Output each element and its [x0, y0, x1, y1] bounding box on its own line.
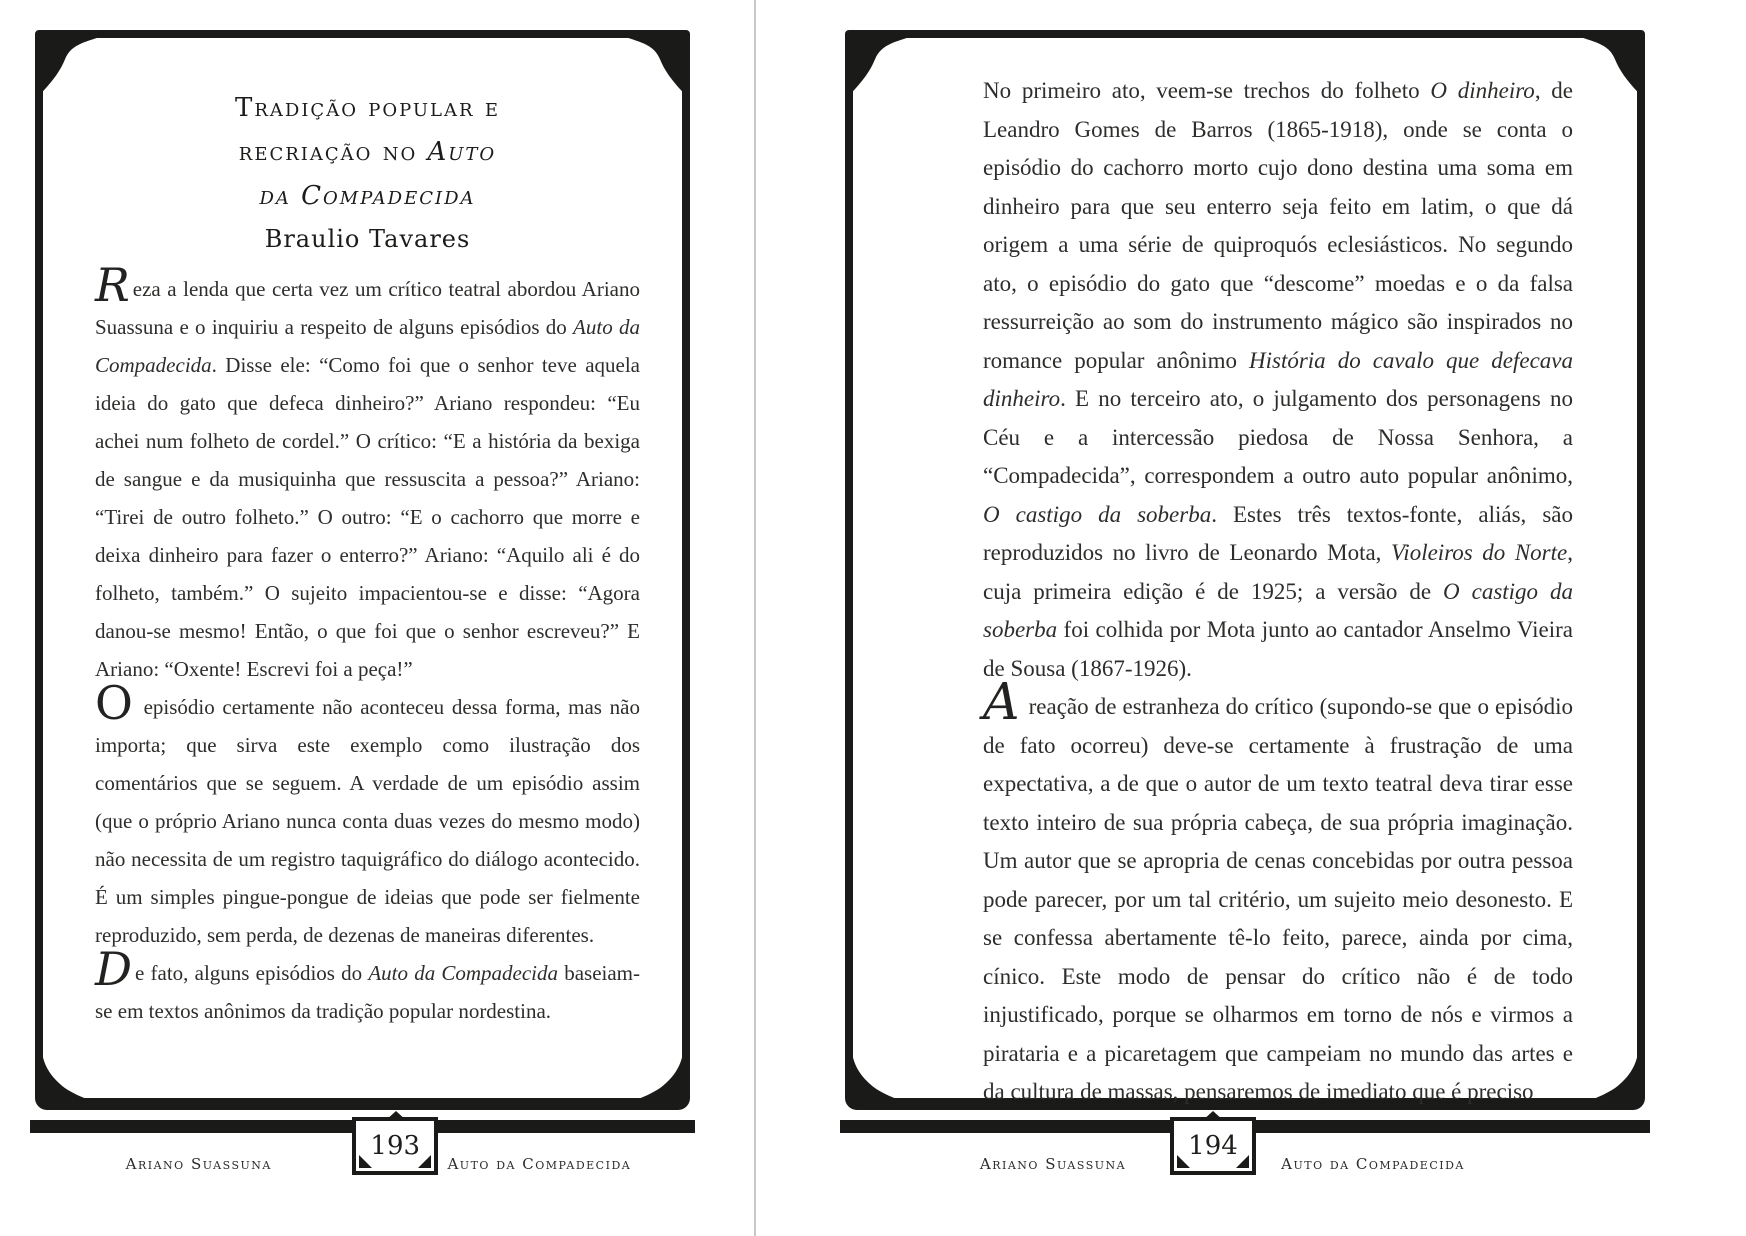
right-page-content: [861, 46, 1629, 1104]
right-page-frame: [845, 30, 1645, 1110]
chapter-title-line-1: Tradição popular e: [235, 93, 500, 123]
left-page-frame: [35, 30, 690, 1110]
chapter-title: [95, 86, 640, 218]
running-footer-author: Ariano Suassuna: [979, 1155, 1127, 1173]
chapter-author: Braulio Tavares: [264, 225, 471, 253]
right-page-footer: [845, 1133, 1645, 1197]
chapter-title-line-3: da Compadecida: [259, 181, 476, 211]
paragraph: A reação de estranheza do crítico (supondo-se que o episódio de fato ocorreu) deve-se certamente à frustração de uma expectativa, a de que o autor de um texto teatral deva tirar esse texto inteiro de sua própria cabeça, de sua própria imaginação. Um autor que se apropria de cenas concebidas por outra pessoa pode parecer, por um tal critério, um sujeito meio desonesto. E se confessa abertamente tê-lo feito, parece, ainda por cima, cínico. Este modo de pensar do crítico não é de todo injustificado, porque se olharmos em torno de nós e virmos a pirataria e a picaretagem que campeiam no mundo das artes e da cultura de massas, pensaremos de imediato que é preciso: [983, 672, 1573, 1104]
paragraph: De fato, alguns episódios do Auto da Compadecida baseiam-se em textos anônimos da tradição popular nordestina.: [95, 941, 641, 1023]
page-gutter-divider: [754, 0, 756, 1236]
drop-cap: R: [95, 257, 130, 312]
running-footer-title: Auto da Compadecida: [447, 1155, 632, 1173]
paragraph: O episódio certamente não aconteceu dessa forma, mas não importa; que sirva este exemplo como ilustração dos comentários que se seguem. A verdade de um episódio assim (que o próprio Ariano nunca conta duas vezes do mesmo modo) não necessita de um registro taquigráfico do diálogo acontecido. É um simples pingue-pongue de ideias que pode ser fielmente reproduzido, sem perda, de dezenas de maneiras diferentes.: [95, 675, 640, 947]
page-number-box: [1170, 1117, 1256, 1175]
page-number: 193: [370, 1131, 421, 1161]
drop-cap: O: [95, 675, 133, 730]
drop-cap: A: [983, 672, 1020, 732]
chapter-title-line-2: recriação no Auto: [238, 137, 497, 167]
paragraph: Reza a lenda que certa vez um crítico teatral abordou Ariano Suassuna e o inquiriu a respeito de alguns episódios do Auto da Compadecida. Disse ele: “Como foi que o senhor teve aquela ideia do gato que defeca dinheiro?” Ariano respondeu: “Eu achei num folheto de cordel.” O crítico: “E a história da bexiga de sangue e da musiquinha que ressuscita a pessoa?” Ariano: “Tirei de outro folheto.” O outro: “E o cachorro que morre e deixa dinheiro para fazer o enterro?” Ariano: “Aquilo ali é do folheto, também.” O sujeito impacientou-se e disse: “Agora danou-se mesmo! Então, o que foi que o senhor escreveu?” E Ariano: “Oxente! Escrevi foi a peça!”: [95, 257, 640, 681]
left-page-footer: [35, 1133, 690, 1197]
page-number: 194: [1188, 1131, 1238, 1161]
right-page: [845, 30, 1645, 1200]
running-footer-title: Auto da Compadecida: [1281, 1155, 1465, 1173]
page-number-box: [352, 1117, 438, 1175]
left-page-content: [51, 46, 674, 1086]
drop-cap: D: [95, 941, 133, 996]
paragraph: No primeiro ato, veem-se trechos do folheto O dinheiro, de Leandro Gomes de Barros (1865-1918), onde se conta o episódio do cachorro morto cujo dono destina uma soma em dinheiro para que seu enterro seja feito em latim, o que dá origem a uma série de quiproquós eclesiásticos. No segundo ato, o episódio do gato que “descome” moedas e o da falsa ressurreição ao som do instrumento mágico são inspirados no romance popular anônimo História do cavalo que defecava dinheiro. E no terceiro ato, o julgamento dos personagens no Céu e a intercessão piedosa de Nossa Senhora, a “Compadecida”, correspondem a outro auto popular anônimo, O castigo da soberba. Estes três textos-fonte, aliás, são reproduzidos no livro de Leonardo Mota, Violeiros do Norte, cuja primeira edição é de 1925; a versão de O castigo da soberba foi colhida por Mota junto ao cantador Anselmo Vieira de Sousa (1867-1926).: [983, 78, 1574, 681]
left-page: [35, 30, 690, 1200]
running-footer-author: Ariano Suassuna: [125, 1155, 272, 1173]
left-page-body: [95, 257, 641, 1030]
right-page-body: [983, 72, 1573, 1112]
